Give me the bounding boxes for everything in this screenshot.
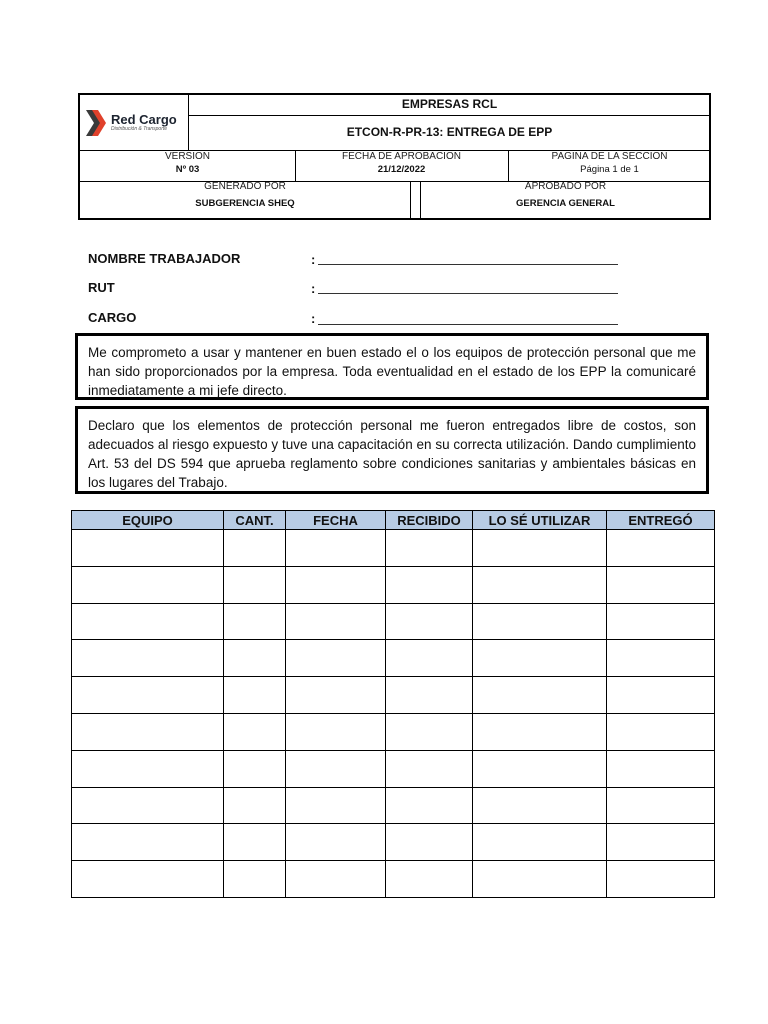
table-cell[interactable] — [386, 824, 473, 861]
table-cell[interactable] — [286, 787, 386, 824]
table-cell[interactable] — [607, 787, 715, 824]
table-cell[interactable] — [72, 861, 224, 898]
table-body — [72, 530, 715, 898]
approved-by-value: GERENCIA GENERAL — [516, 198, 615, 209]
table-cell[interactable] — [607, 750, 715, 787]
version-value: Nº 03 — [175, 164, 200, 175]
table-cell[interactable] — [286, 566, 386, 603]
table-cell[interactable] — [286, 750, 386, 787]
approval-date-cell — [295, 150, 508, 181]
table-cell[interactable] — [386, 713, 473, 750]
commitment-statement — [75, 333, 709, 400]
header-divider — [410, 181, 411, 220]
table-row — [72, 824, 715, 861]
table-cell[interactable] — [286, 530, 386, 567]
table-cell[interactable] — [386, 861, 473, 898]
field-label-rut: RUT — [88, 280, 115, 295]
table-row — [72, 603, 715, 640]
cargo-input-line[interactable] — [318, 324, 618, 325]
table-cell[interactable] — [72, 530, 224, 567]
table-cell[interactable] — [473, 861, 607, 898]
section-page-label: PAGINA DE LA SECCION — [551, 151, 668, 162]
table-cell[interactable] — [286, 603, 386, 640]
table-cell[interactable] — [286, 824, 386, 861]
table-cell[interactable] — [473, 824, 607, 861]
table-row — [72, 750, 715, 787]
table-cell[interactable] — [607, 566, 715, 603]
approval-date-value: 21/12/2022 — [377, 164, 426, 175]
table-row — [72, 640, 715, 677]
column-header-fecha: FECHA — [286, 511, 386, 530]
epp-delivery-table — [71, 510, 715, 898]
company-name: EMPRESAS RCL — [401, 97, 498, 111]
table-cell[interactable] — [607, 530, 715, 567]
table-row — [72, 530, 715, 567]
red-cargo-chevron-icon — [84, 108, 108, 138]
generated-by-label: GENERADO POR — [204, 181, 286, 192]
rut-input-line[interactable] — [318, 293, 618, 294]
table-cell[interactable] — [224, 750, 286, 787]
document-header — [78, 93, 711, 220]
section-page-cell — [508, 150, 711, 181]
field-colon: : — [311, 252, 316, 267]
table-cell[interactable] — [224, 603, 286, 640]
table-cell[interactable] — [607, 824, 715, 861]
table-cell[interactable] — [386, 566, 473, 603]
table-cell[interactable] — [224, 677, 286, 714]
field-label-cargo: CARGO — [88, 310, 137, 325]
table-cell[interactable] — [224, 861, 286, 898]
field-colon: : — [311, 281, 316, 296]
company-logo — [80, 95, 188, 150]
table-cell[interactable] — [224, 824, 286, 861]
table-cell[interactable] — [72, 603, 224, 640]
table-header-row — [72, 511, 715, 530]
table-cell[interactable] — [286, 640, 386, 677]
table-cell[interactable] — [386, 530, 473, 567]
declaration-statement — [75, 406, 709, 494]
table-cell[interactable] — [224, 713, 286, 750]
table-cell[interactable] — [473, 677, 607, 714]
column-header-entrego: ENTREGÓ — [607, 511, 715, 530]
document-title: ETCON-R-PR-13: ENTREGA DE EPP — [346, 125, 553, 139]
header-divider — [188, 115, 711, 116]
section-page-value: Página 1 de 1 — [580, 164, 639, 175]
table-cell[interactable] — [386, 603, 473, 640]
table-cell[interactable] — [473, 603, 607, 640]
field-label-nombre: NOMBRE TRABAJADOR — [88, 251, 241, 266]
header-divider — [188, 95, 189, 150]
table-cell[interactable] — [473, 640, 607, 677]
table-row — [72, 566, 715, 603]
table-cell[interactable] — [386, 750, 473, 787]
table-cell[interactable] — [72, 750, 224, 787]
column-header-cant: CANT. — [224, 511, 286, 530]
column-header-equipo: EQUIPO — [72, 511, 224, 530]
table-cell[interactable] — [607, 861, 715, 898]
table-row — [72, 677, 715, 714]
table-cell[interactable] — [224, 566, 286, 603]
column-header-lo-se-utilizar: LO SÉ UTILIZAR — [473, 511, 607, 530]
version-cell — [80, 150, 295, 181]
table-cell[interactable] — [286, 713, 386, 750]
table-cell[interactable] — [607, 677, 715, 714]
generated-by-value: SUBGERENCIA SHEQ — [195, 198, 295, 209]
table-cell[interactable] — [286, 861, 386, 898]
table-cell[interactable] — [72, 566, 224, 603]
generated-by-cell — [80, 181, 410, 220]
column-header-recibido: RECIBIDO — [386, 511, 473, 530]
table-cell[interactable] — [286, 677, 386, 714]
nombre-input-line[interactable] — [318, 264, 618, 265]
table-cell[interactable] — [473, 713, 607, 750]
table-cell[interactable] — [72, 677, 224, 714]
commitment-text: Me comprometo a usar y mantener en buen estado el o los equipos de protección personal que me han sido proporcionados por la empresa. Toda eventualidad en el estado de los EPP la comunicaré inmediatamente a mi jefe directo. — [88, 345, 696, 398]
table-cell[interactable] — [607, 603, 715, 640]
approval-date-label: FECHA DE APROBACION — [342, 151, 461, 162]
table-cell[interactable] — [386, 787, 473, 824]
table-row — [72, 787, 715, 824]
table-cell[interactable] — [224, 530, 286, 567]
approved-by-label: APROBADO POR — [524, 181, 607, 192]
table-cell[interactable] — [72, 640, 224, 677]
table-cell[interactable] — [72, 824, 224, 861]
table-cell[interactable] — [386, 677, 473, 714]
logo-name: Red Cargo — [111, 112, 177, 127]
approved-by-cell — [420, 181, 711, 220]
table-cell[interactable] — [386, 640, 473, 677]
table-cell[interactable] — [607, 713, 715, 750]
declaration-text: Declaro que los elementos de protección personal me fueron entregados libre de costos, son adecuados al riesgo expuesto y tuve una capacitación en su correcta utilización. Dando cumplimiento Art. 53 del DS 594 que aprueba reglamento sobre condiciones sanitarias y ambientales básicas en los lugares del Trabajo. — [88, 418, 696, 490]
table-cell[interactable] — [473, 787, 607, 824]
table-row — [72, 861, 715, 898]
logo-tagline: Distribución & Transporte — [111, 126, 168, 132]
table-cell[interactable] — [224, 640, 286, 677]
table-cell[interactable] — [607, 640, 715, 677]
table-cell[interactable] — [72, 713, 224, 750]
table-row — [72, 713, 715, 750]
table-cell[interactable] — [224, 787, 286, 824]
table-cell[interactable] — [72, 787, 224, 824]
field-colon: : — [311, 311, 316, 326]
table-cell[interactable] — [473, 566, 607, 603]
version-label: VERSION — [164, 151, 210, 162]
table-cell[interactable] — [473, 530, 607, 567]
table-cell[interactable] — [473, 750, 607, 787]
